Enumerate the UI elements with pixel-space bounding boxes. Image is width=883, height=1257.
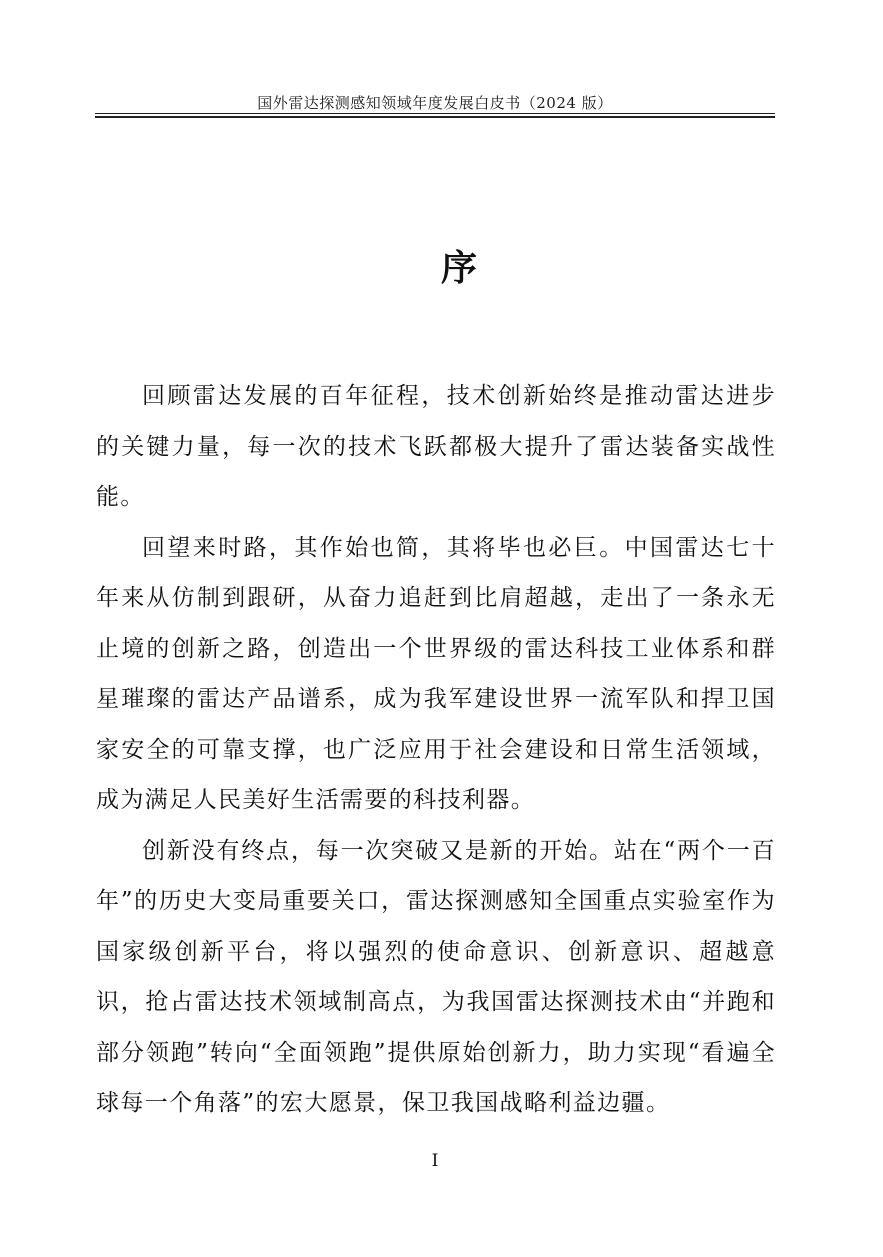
header-rule-thin [95,113,775,114]
running-header: 国外雷达探测感知领域年度发展白皮书（2024 版） [257,94,613,112]
paragraph-3: 创新没有终点，每一次突破又是新的开始。站在“两个一百年”的历史大变局重要关口，雷达探测感知全国重点实验室作为国家级创新平台，将以强烈的使命意识、创新意识、超越意识，抢占雷达技术领域制高点，为我国雷达探测技术由“并跑和部分领跑”转向“全面领跑”提供原始创新力，助力实现“看遍全球每一个角落”的宏大愿景，保卫我国战略利益边疆。 [96,837,776,1116]
body-text [96,371,776,1129]
page-number: I [431,1151,439,1171]
paragraph-2: 回望来时路，其作始也简，其将毕也必巨。中国雷达七十年来从仿制到跟研，从奋力追赶到比肩超越，走出了一条永无止境的创新之路，创造出一个世界级的雷达科技工业体系和群星璀璨的雷达产品谱系，成为我军建设世界一流军队和捍卫国家安全的可靠支撑，也广泛应用于社会建设和日常生活领域，成为满足人民美好生活需要的科技利器。 [96,534,776,813]
header-rule-thick [95,116,775,118]
page-title: 序 [440,248,479,289]
paragraph-1: 回顾雷达发展的百年征程，技术创新始终是推动雷达进步的关键力量，每一次的技术飞跃都极大提升了雷达装备实战性能。 [96,383,776,510]
